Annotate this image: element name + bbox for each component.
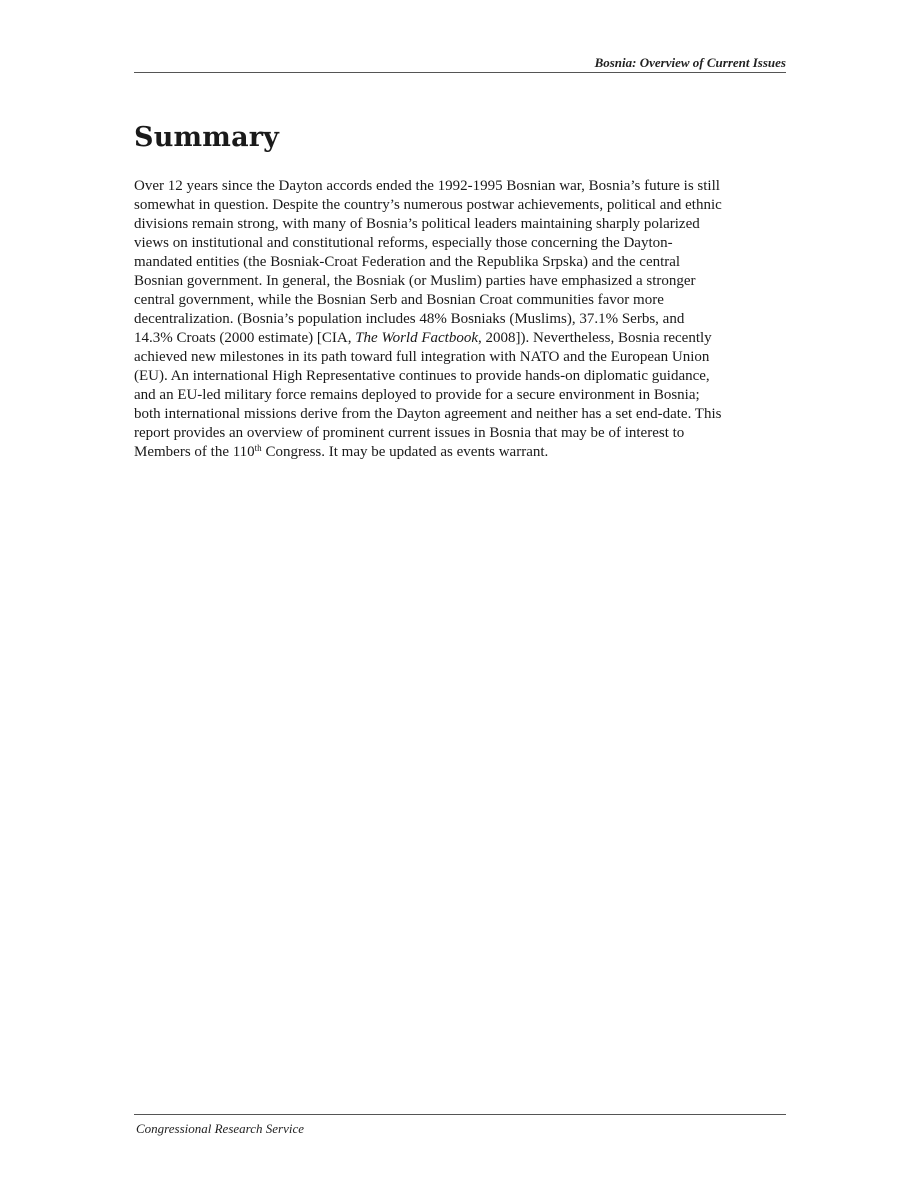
text-line: mandated entities (the Bosniak-Croat Federation and the Republika Srpska) and the central <box>134 254 681 270</box>
text-line: divisions remain strong, with many of Bosnia’s political leaders maintaining sharply polarized <box>134 216 700 232</box>
text-line: views on institutional and constitutional reforms, especially those concerning the Dayton- <box>134 235 673 251</box>
text-line: central government, while the Bosnian Serb and Bosnian Croat communities favor more <box>134 292 664 308</box>
text-line: somewhat in question. Despite the country’s numerous postwar achievements, political and ethnic <box>134 197 722 213</box>
citation-title: The World Factbook <box>355 330 478 346</box>
text-line: decentralization. (Bosnia’s population includes 48% Bosniaks (Muslims), 37.1% Serbs, and <box>134 311 685 327</box>
section-heading: Summary <box>134 122 280 153</box>
text-line: Members of the 110 <box>134 444 255 460</box>
text-line: achieved new milestones in its path toward full integration with NATO and the European Union <box>134 349 710 365</box>
text-line: Bosnian government. In general, the Bosniak (or Muslim) parties have emphasized a stronger <box>134 273 696 289</box>
text-line: , 2008]). Nevertheless, Bosnia recently <box>478 330 712 346</box>
text-line: both international missions derive from the Dayton agreement and neither has a set end-date. This <box>134 406 722 422</box>
footer-organization: Congressional Research Service <box>136 1121 304 1136</box>
text-line: (EU). An international High Representative continues to provide hands-on diplomatic guidance, <box>134 368 710 384</box>
text-line: report provides an overview of prominent current issues in Bosnia that may be of interest to <box>134 425 685 441</box>
text-line: and an EU-led military force remains deployed to provide for a secure environment in Bosnia; <box>134 387 700 403</box>
page-footer <box>134 1114 786 1136</box>
text-line: 14.3% Croats (2000 estimate) [CIA, <box>134 330 356 346</box>
ordinal-superscript: th <box>254 443 262 453</box>
text-line: Congress. It may be updated as events warrant. <box>261 444 549 460</box>
text-line: Over 12 years since the Dayton accords ended the 1992-1995 Bosnian war, Bosnia’s future is still <box>134 178 720 194</box>
running-title: Bosnia: Overview of Current Issues <box>594 55 786 70</box>
page-header <box>134 54 786 73</box>
summary-paragraph <box>134 177 786 462</box>
